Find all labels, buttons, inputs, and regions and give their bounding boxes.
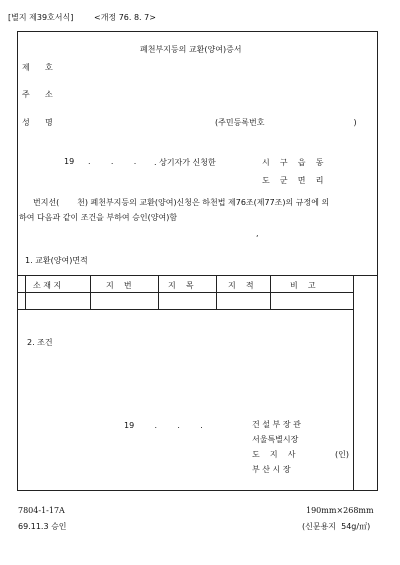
form-number: [별지 제39호서식] [8,13,74,22]
table-header-lot-number: 지 번 [106,281,132,290]
authority-governor: 도 지 사 [252,450,296,459]
footer-paper-type: (신문용지 54g/㎡) [302,522,371,531]
authority-construction-minister: 건 설 부 장 관 [252,420,301,429]
body-comma: , [256,229,259,238]
table-top-border [17,275,378,276]
region-top: 시 구 읍 동 [262,158,324,167]
resident-number-field: (주민등록번호 ) [215,118,357,127]
right-margin-line [353,275,354,491]
table-col-line [270,275,271,309]
table-col-line [158,275,159,309]
section-area-title: 1. 교환(양여)면적 [25,256,88,265]
footer-paper-size: 190mm×268mm [306,506,374,515]
table-header-location: 소 재 지 [33,281,62,290]
table-header-land-category: 지 목 [168,281,194,290]
table-row-border [17,309,353,310]
seal-mark: (인) [335,450,349,459]
revision-note: <개정 76. 8. 7> [94,13,156,22]
document-title: 폐천부지등의 교환(양여)증서 [140,45,242,54]
date-year: 19 [64,157,75,166]
section-conditions-title: 2. 조건 [27,338,53,347]
address-label: 주 소 [22,90,53,99]
region-bottom: 도 군 면 리 [262,176,324,185]
authority-seoul-mayor: 서울특별시장 [252,435,299,444]
table-col-line [25,275,26,309]
number-label: 제 호 [22,63,53,72]
table-header-remarks: 비 고 [290,281,316,290]
table-col-line [216,275,217,309]
name-label: 성 명 [22,118,53,127]
footer-form-code: 7804-1-17A [18,506,65,515]
footer-approval: 69.11.3 승인 [18,522,67,531]
table-header-area: 지 적 [228,281,254,290]
applicant-text: . 상기자가 신청한 [154,158,216,167]
signature-date: 19 . . . [124,421,203,430]
date-dots: . . . [88,157,137,166]
table-col-line [90,275,91,309]
body-line-2: 하여 다음과 같이 조건을 부하여 승인(양여)함 [19,213,178,222]
authority-busan-mayor: 부 산 시 장 [252,465,291,474]
table-header-border [17,292,353,293]
body-line-1: 번지선( 천) 폐천부지등의 교환(양여)신청은 하천법 제76조(제77조)의 규정에 의 [33,198,330,207]
